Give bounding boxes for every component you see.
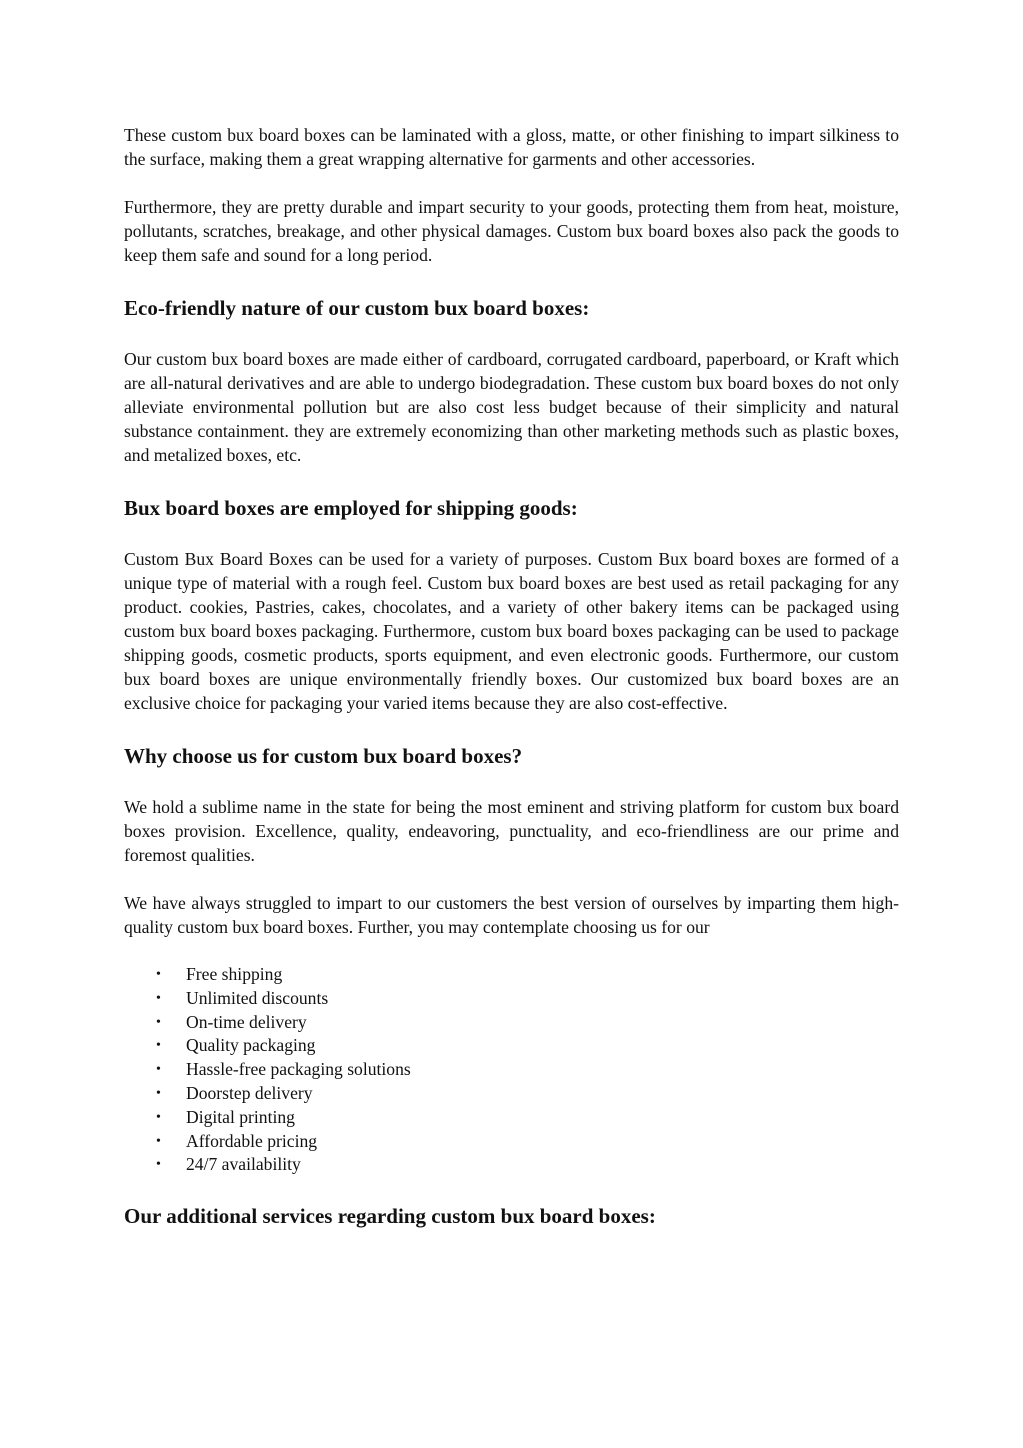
list-item [124, 1106, 899, 1130]
bullet-icon: • [156, 1109, 161, 1125]
list-item [124, 1011, 899, 1035]
list-item-label: Digital printing [186, 1106, 295, 1127]
bullet-icon: • [156, 1085, 161, 1101]
why-choose-paragraph-2: We have always struggled to impart to our customers the best version of ourselves by imparting them high-quality custom bux board boxes. Further, you may contemplate choosing us for our [124, 893, 899, 937]
list-item [124, 963, 899, 987]
list-item-label: Doorstep delivery [186, 1082, 313, 1103]
list-item-label: Quality packaging [186, 1035, 316, 1056]
bullet-icon: • [156, 1038, 161, 1054]
shipping-paragraph: Custom Bux Board Boxes can be used for a variety of purposes. Custom Bux board boxes are formed of a unique type of material with a rough feel. Custom bux board boxes are best used as retail packaging for any product. cookies, Pastries, cakes, chocolates, and a variety of other bakery items can be packaged using custom bux board boxes packaging. Furthermore, custom bux board boxes packaging can be used to package shipping goods, cosmetic products, sports equipment, and even electronic goods. Furthermore, our custom bux board boxes are unique environmentally friendly boxes. Our customized bux board boxes are an exclusive choice for packaging your varied items because they are also cost-effective. [124, 549, 899, 713]
list-item-label: Affordable pricing [186, 1130, 318, 1151]
bullet-icon: • [156, 967, 161, 982]
list-item [124, 1058, 899, 1082]
list-item [124, 1130, 899, 1154]
why-choose-paragraph-1: We hold a sublime name in the state for being the most eminent and striving platform for custom bux board boxes provision. Excellence, quality, endeavoring, punctuality, and eco-friendliness are our prime and foremost qualities. [124, 797, 899, 865]
bullet-icon: • [156, 1157, 161, 1173]
document-page [124, 123, 899, 1228]
bullet-icon: • [156, 990, 161, 1006]
list-item [124, 987, 899, 1011]
bullet-icon: • [156, 1062, 161, 1078]
list-item-label: Free shipping [186, 964, 283, 984]
bullet-icon: • [156, 1014, 161, 1030]
intro-paragraph-2: Furthermore, they are pretty durable and impart security to your goods, protecting them from heat, moisture, pollutants, scratches, breakage, and other physical damages. Custom bux board boxes also pack the goods to keep them safe and sound for a long period. [124, 197, 899, 265]
list-item-label: On-time delivery [186, 1011, 307, 1032]
bullet-icon: • [156, 1133, 161, 1149]
eco-friendly-paragraph: Our custom bux board boxes are made either of cardboard, corrugated cardboard, paperboard, or Kraft which are all-natural derivatives and are able to undergo biodegradation. These custom bux board boxes do not only alleviate environmental pollution but are also cost less budget because of their simplicity and natural substance containment. they are extremely economizing than other marketing methods such as plastic boxes, and metalized boxes, etc. [124, 349, 899, 465]
list-item-label: Unlimited discounts [186, 987, 329, 1008]
intro-paragraph-1: These custom bux board boxes can be laminated with a gloss, matte, or other finishing to impart silkiness to the surface, making them a great wrapping alternative for garments and other accessories. [124, 125, 899, 169]
list-item-label: 24/7 availability [186, 1154, 301, 1175]
why-choose-heading: Why choose us for custom bux board boxes? [124, 744, 523, 768]
list-item [124, 1034, 899, 1058]
list-item [124, 1153, 899, 1177]
shipping-heading: Bux board boxes are employed for shipping goods: [124, 496, 578, 520]
eco-friendly-heading: Eco-friendly nature of our custom bux board boxes: [124, 296, 590, 320]
additional-services-heading: Our additional services regarding custom bux board boxes: [124, 1204, 656, 1229]
list-item-label: Hassle-free packaging solutions [186, 1059, 411, 1080]
list-item [124, 1082, 899, 1106]
features-list [124, 963, 899, 1177]
